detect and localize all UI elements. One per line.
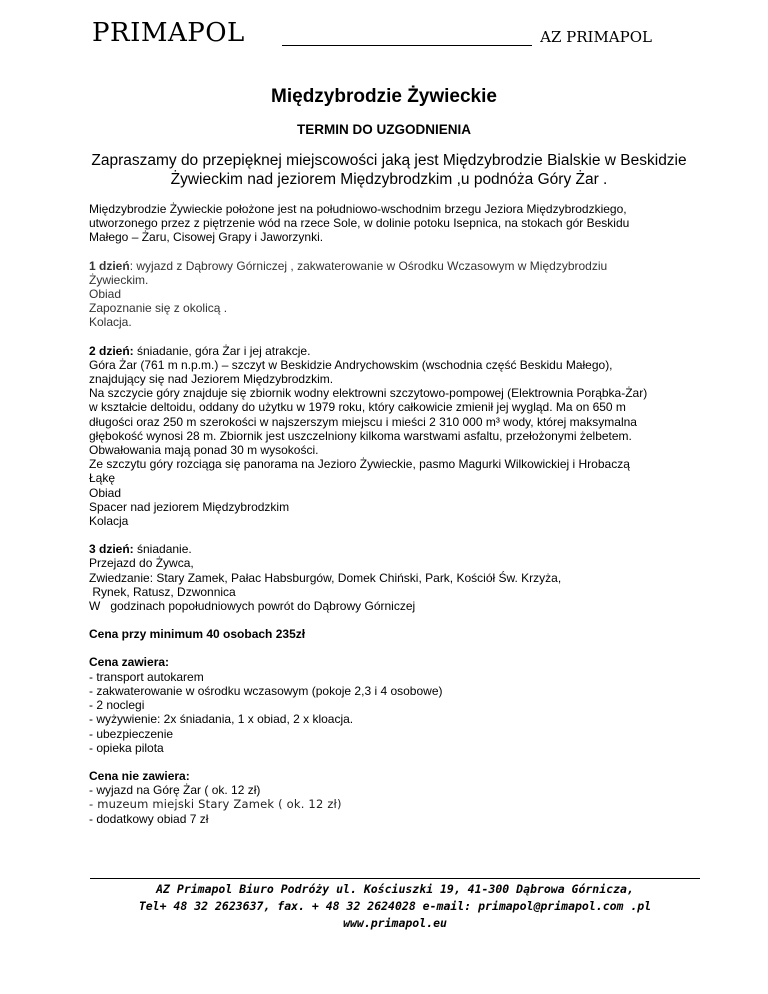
includes-item: - 2 noclegi [89, 698, 145, 713]
brand-right-text: AZ PRIMAPOL [540, 28, 652, 46]
description-line: Międzybrodzie Żywieckie położone jest na południowo-wschodnim brzegu Jeziora Międzybrodzkiego, [89, 202, 627, 216]
date-subtitle: TERMIN DO UZGODNIENIA [297, 122, 471, 137]
footer-address: AZ Primapol Biuro Podróży ul. Kościuszki 19, 41-300 Dąbrowa Górnicza, [156, 882, 634, 896]
day-1-label: 1 dzień [89, 258, 130, 273]
price-line: Cena przy minimum 40 osobach 235zł [89, 627, 306, 642]
day-3-label: 3 dzień: [89, 542, 134, 557]
includes-item: - transport autokarem [89, 669, 204, 684]
day-2-line: długości oraz 250 m szerokości w najszerszym miejscu i mieści 2 310 000 m³ wody, której maksymalna [89, 414, 637, 429]
includes-item: - opieka pilota [89, 740, 164, 755]
includes-item: - ubezpieczenie [89, 726, 174, 741]
day-2-line: Góra Żar (761 m n.p.m.) – szczyt w Beskidzie Andrychowskim (wschodnia część Beskidu Małego), [89, 357, 613, 372]
day-3-line: Przejazd do Żywca, [89, 556, 194, 571]
brand-logo-text: PRIMAPOL [92, 18, 245, 48]
includes-section [89, 655, 689, 754]
footer-website: www.primapol.eu [343, 916, 447, 930]
day-1-text: : wyjazd z Dąbrowy Górniczej , zakwaterowanie w Ośrodku Wczasowym w Międzybrodziu [129, 258, 608, 273]
day-1-section [89, 259, 689, 330]
description-paragraph [89, 202, 689, 245]
includes-heading: Cena zawiera: [89, 655, 170, 670]
letterhead [92, 18, 652, 48]
day-2-line: znajdujący się nad Jeziorem Międzybrodzkim. [89, 372, 334, 387]
day-3-text: śniadanie. [133, 542, 192, 557]
day-1-line: Zapoznanie się z okolicą . [89, 301, 228, 316]
intro-line: Zapraszamy do przepięknej miejscowości jaką jest Międzybrodzie Bialskie w Beskidzie [91, 152, 687, 169]
day-2-line: Kolacja [89, 514, 129, 529]
includes-item: - zakwaterowanie w ośrodku wczasowym (pokoje 2,3 i 4 osobowe) [89, 683, 443, 698]
day-3-line: Zwiedzanie: Stary Zamek, Pałac Habsburgów, Domek Chiński, Park, Kościół Św. Krzyża, [89, 570, 562, 585]
excludes-section [89, 769, 689, 826]
description-line: Małego – Żaru, Cisowej Grapy i Jaworzynki. [89, 230, 324, 245]
page-title: Międzybrodzie Żywieckie [271, 86, 497, 107]
description-line: utworzonego przez z piętrzenie wód na rzece Sole, w dolinie potoku Isepnica, na stokach gór Beskidu [89, 216, 630, 231]
day-2-text: śniadanie, góra Żar i jej atrakcje. [133, 343, 311, 358]
day-2-line: Łąkę [89, 471, 116, 486]
day-2-line: głębokość wynosi 28 m. Zbiornik jest uszczelniony kilkoma warstwami asfaltu, przełożonymi żelbetem. [89, 428, 632, 443]
excludes-item: - dodatkowy obiad 7 zł [89, 811, 209, 826]
day-3-line: W godzinach popołudniowych powrót do Dąbrowy Górniczej [89, 599, 416, 614]
day-1-line: Żywieckim. [89, 272, 149, 287]
intro-paragraph [84, 151, 694, 189]
intro-line: Żywieckim nad jeziorem Międzybrodzkim ,u podnóża Góry Żar . [170, 171, 608, 188]
day-1-line: Obiad [89, 287, 122, 302]
day-3-heading [89, 542, 689, 556]
header-rule [282, 45, 532, 46]
document-body [89, 202, 689, 840]
day-2-section [89, 344, 689, 529]
day-2-heading [89, 344, 689, 358]
footer-rule [90, 878, 700, 879]
day-3-line: Rynek, Ratusz, Dzwonnica [89, 584, 236, 599]
footer-contact [90, 881, 700, 932]
day-2-line: Na szczycie góry znajduje się zbiornik wodny elektrowni szczytowo-pompowej (Elektrownia Porąbka-Żar) [89, 386, 648, 401]
day-2-label: 2 dzień: [89, 343, 134, 358]
day-2-line: Obiad [89, 485, 122, 500]
footer-phone-email: Tel+ 48 32 2623637, fax. + 48 32 2624028 e-mail: primapol@primapol.com .pl [138, 899, 652, 913]
day-2-line: Obwałowania mają ponad 30 m wysokości. [89, 443, 319, 458]
day-2-line: Ze szczytu góry rozciąga się panorama na Jezioro Żywieckie, pasmo Magurki Wilkowickiej i Hrobaczą [89, 457, 630, 472]
day-1-heading [89, 259, 689, 273]
day-3-section [89, 542, 689, 613]
day-2-line: w kształcie deltoidu, oddany do użytku w 1979 roku, który całkowicie zmienił jej wygląd. Ma on 650 m [89, 400, 626, 415]
day-1-line: Kolacja. [89, 315, 132, 330]
includes-item: - wyżywienie: 2x śniadania, 1 x obiad, 2 x kloacja. [89, 712, 354, 727]
excludes-item: - wyjazd na Górę Żar ( ok. 12 zł) [89, 783, 261, 798]
excludes-heading: Cena nie zawiera: [89, 768, 190, 783]
day-2-line: Spacer nad jeziorem Międzybrodzkim [89, 499, 290, 514]
excludes-item: - muzeum miejski Stary Zamek ( ok. 12 zł) [89, 797, 342, 812]
